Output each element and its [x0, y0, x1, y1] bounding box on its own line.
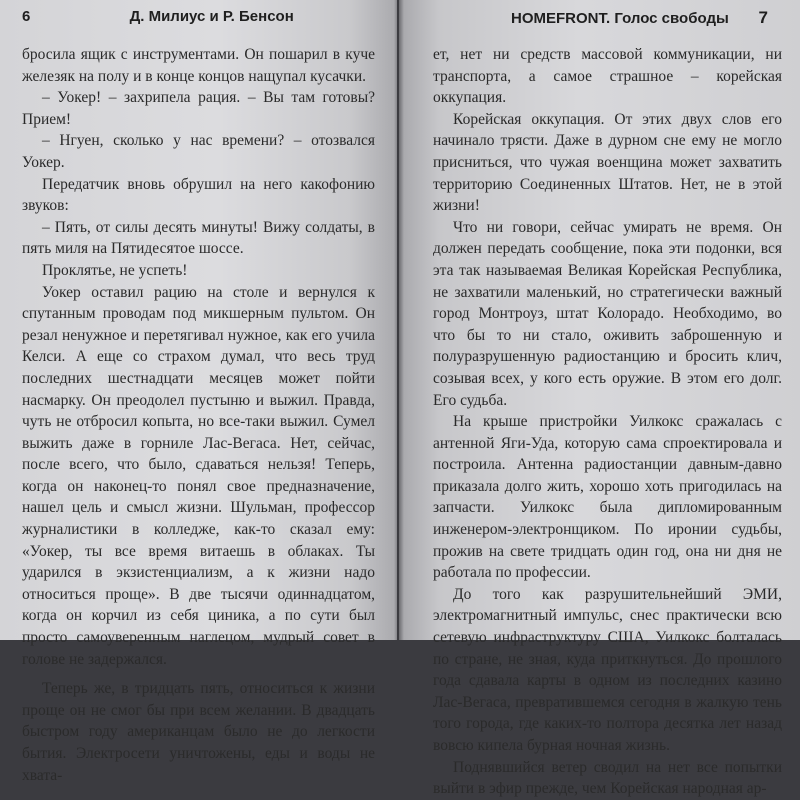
- right-page-text: [433, 44, 782, 800]
- paragraph: Что ни говори, сейчас умирать не время. Он должен передать сообщение, пока эти подонки, вся эта так называемая Великая Корейская Республика, не захватили маленький, но стратегически важный город Монтроуз, штат Колорадо. Необходимо, во что бы то ни стало, оживить заброшенную и полуразрушенную радиостанцию и бросить клич, созывая всех, у кого есть оружие. В этом его долг. Его судьба.: [433, 218, 782, 409]
- paragraph: До того как разрушительнейший ЭМИ, электромагнитный импульс, снес практически всю сетевую инфраструктуру США, Уилкокс болталась по стране, не зная, куда приткнуться. До прошлого года сдавала карты в одном из последних казино Лас-Вегаса, превратившемся сегодня в жалкую тень того города, где каких-то полтора десятка лет назад вовсю кипела бурная ночная жизнь.: [433, 585, 782, 754]
- paragraph: Проклятье, не успеть!: [42, 261, 188, 279]
- paragraph: Корейская оккупация. От этих двух слов его начинало трясти. Даже в дурном сне ему не могло присниться, что чужая военщина может захватить территорию Соединенных Штатов. Нет, не в этой жизни!: [433, 110, 782, 215]
- right-page: [399, 0, 800, 798]
- left-running-head: Д. Милиус и Р. Бенсон: [129, 8, 294, 25]
- paragraph: Теперь же, в тридцать пять, относиться к жизни проще он не смог бы при всем желании. В двадцать быстром году американцам было не до легкости бытия. Электросети уничтожены, еды и воды не хвата-: [22, 680, 375, 784]
- paragraph: – Пять, от силы десять минуты! Вижу солдаты, в пять миля на Пятидесятое шоссе.: [22, 218, 375, 258]
- right-running-head: HOMEFRONT. Голос свободы: [511, 10, 729, 27]
- left-page-number: 6: [22, 8, 31, 25]
- paragraph: На крыше пристройки Уилкокс сражалась с антенной Яги-Уда, которую сама спроектировала и построила. Антенна радиостанции давным-давно приказала долго жить, хорошо хоть пригодилась на запчасти. Уилкокс была дипломированным инженером-электронщиком. По иронии судьбы, прожив на свете тридцать один год, она ни дня не работала по профессии.: [433, 413, 782, 582]
- paragraph: Передатчик вновь обрушил на него какофонию звуков:: [22, 175, 375, 215]
- right-page-number: 7: [758, 8, 768, 27]
- left-page-text: [22, 44, 375, 786]
- book-gutter: [394, 0, 404, 640]
- paragraph: Поднявшийся ветер сводил на нет все попытки выйти в эфир прежде, чем Корейская народная ар-: [433, 758, 782, 798]
- paragraph: Уокер оставил рацию на столе и вернулся к спутанным проводам под микшерным пультом. Он резал ненужное и перетягивал нужное, как его учила Келси. А еще со страхом думал, что весь труд последних шестнадцати месяцев может пойти насмарку. Он преодолел пустыню и выжил. Правда, чуть не отбросил копыта, но все-таки выжил. Сумел выжить даже в горниле Лас-Вегаса. Нет, сейчас, после всего, что было, сдаваться нельзя! Теперь, когда он наконец-то понял свое предназначение, нашел цель и смысл жизни. Шульман, профессор журналистики в колледже, как-то сказал ему: «Уокер, ты все время витаешь в облаках. Ты ударился в экзистенциализм, а к жизни надо относиться проще». В две тысячи одиннадцатом, когда он корчил из себя циника, а по сути был просто самоуверенным наглецом, мудрый совет в голове не задержался.: [22, 283, 375, 668]
- paragraph: – Уокер! – захрипела рация. – Вы там готовы? Прием!: [22, 89, 375, 128]
- paragraph: бросила ящик с инструментами. Он пошарил в куче железяк на полу и в конце концов нащупал кусачки.: [22, 46, 375, 85]
- left-running-header: [22, 8, 375, 30]
- left-page: [0, 0, 397, 784]
- paragraph: – Нгуен, сколько у нас времени? – отозвался Уокер.: [22, 132, 375, 171]
- right-running-header: [433, 8, 782, 30]
- paragraph: ет, нет ни средств массовой коммуникации, ни транспорта, а самое страшное – корейская оккупация.: [433, 46, 782, 107]
